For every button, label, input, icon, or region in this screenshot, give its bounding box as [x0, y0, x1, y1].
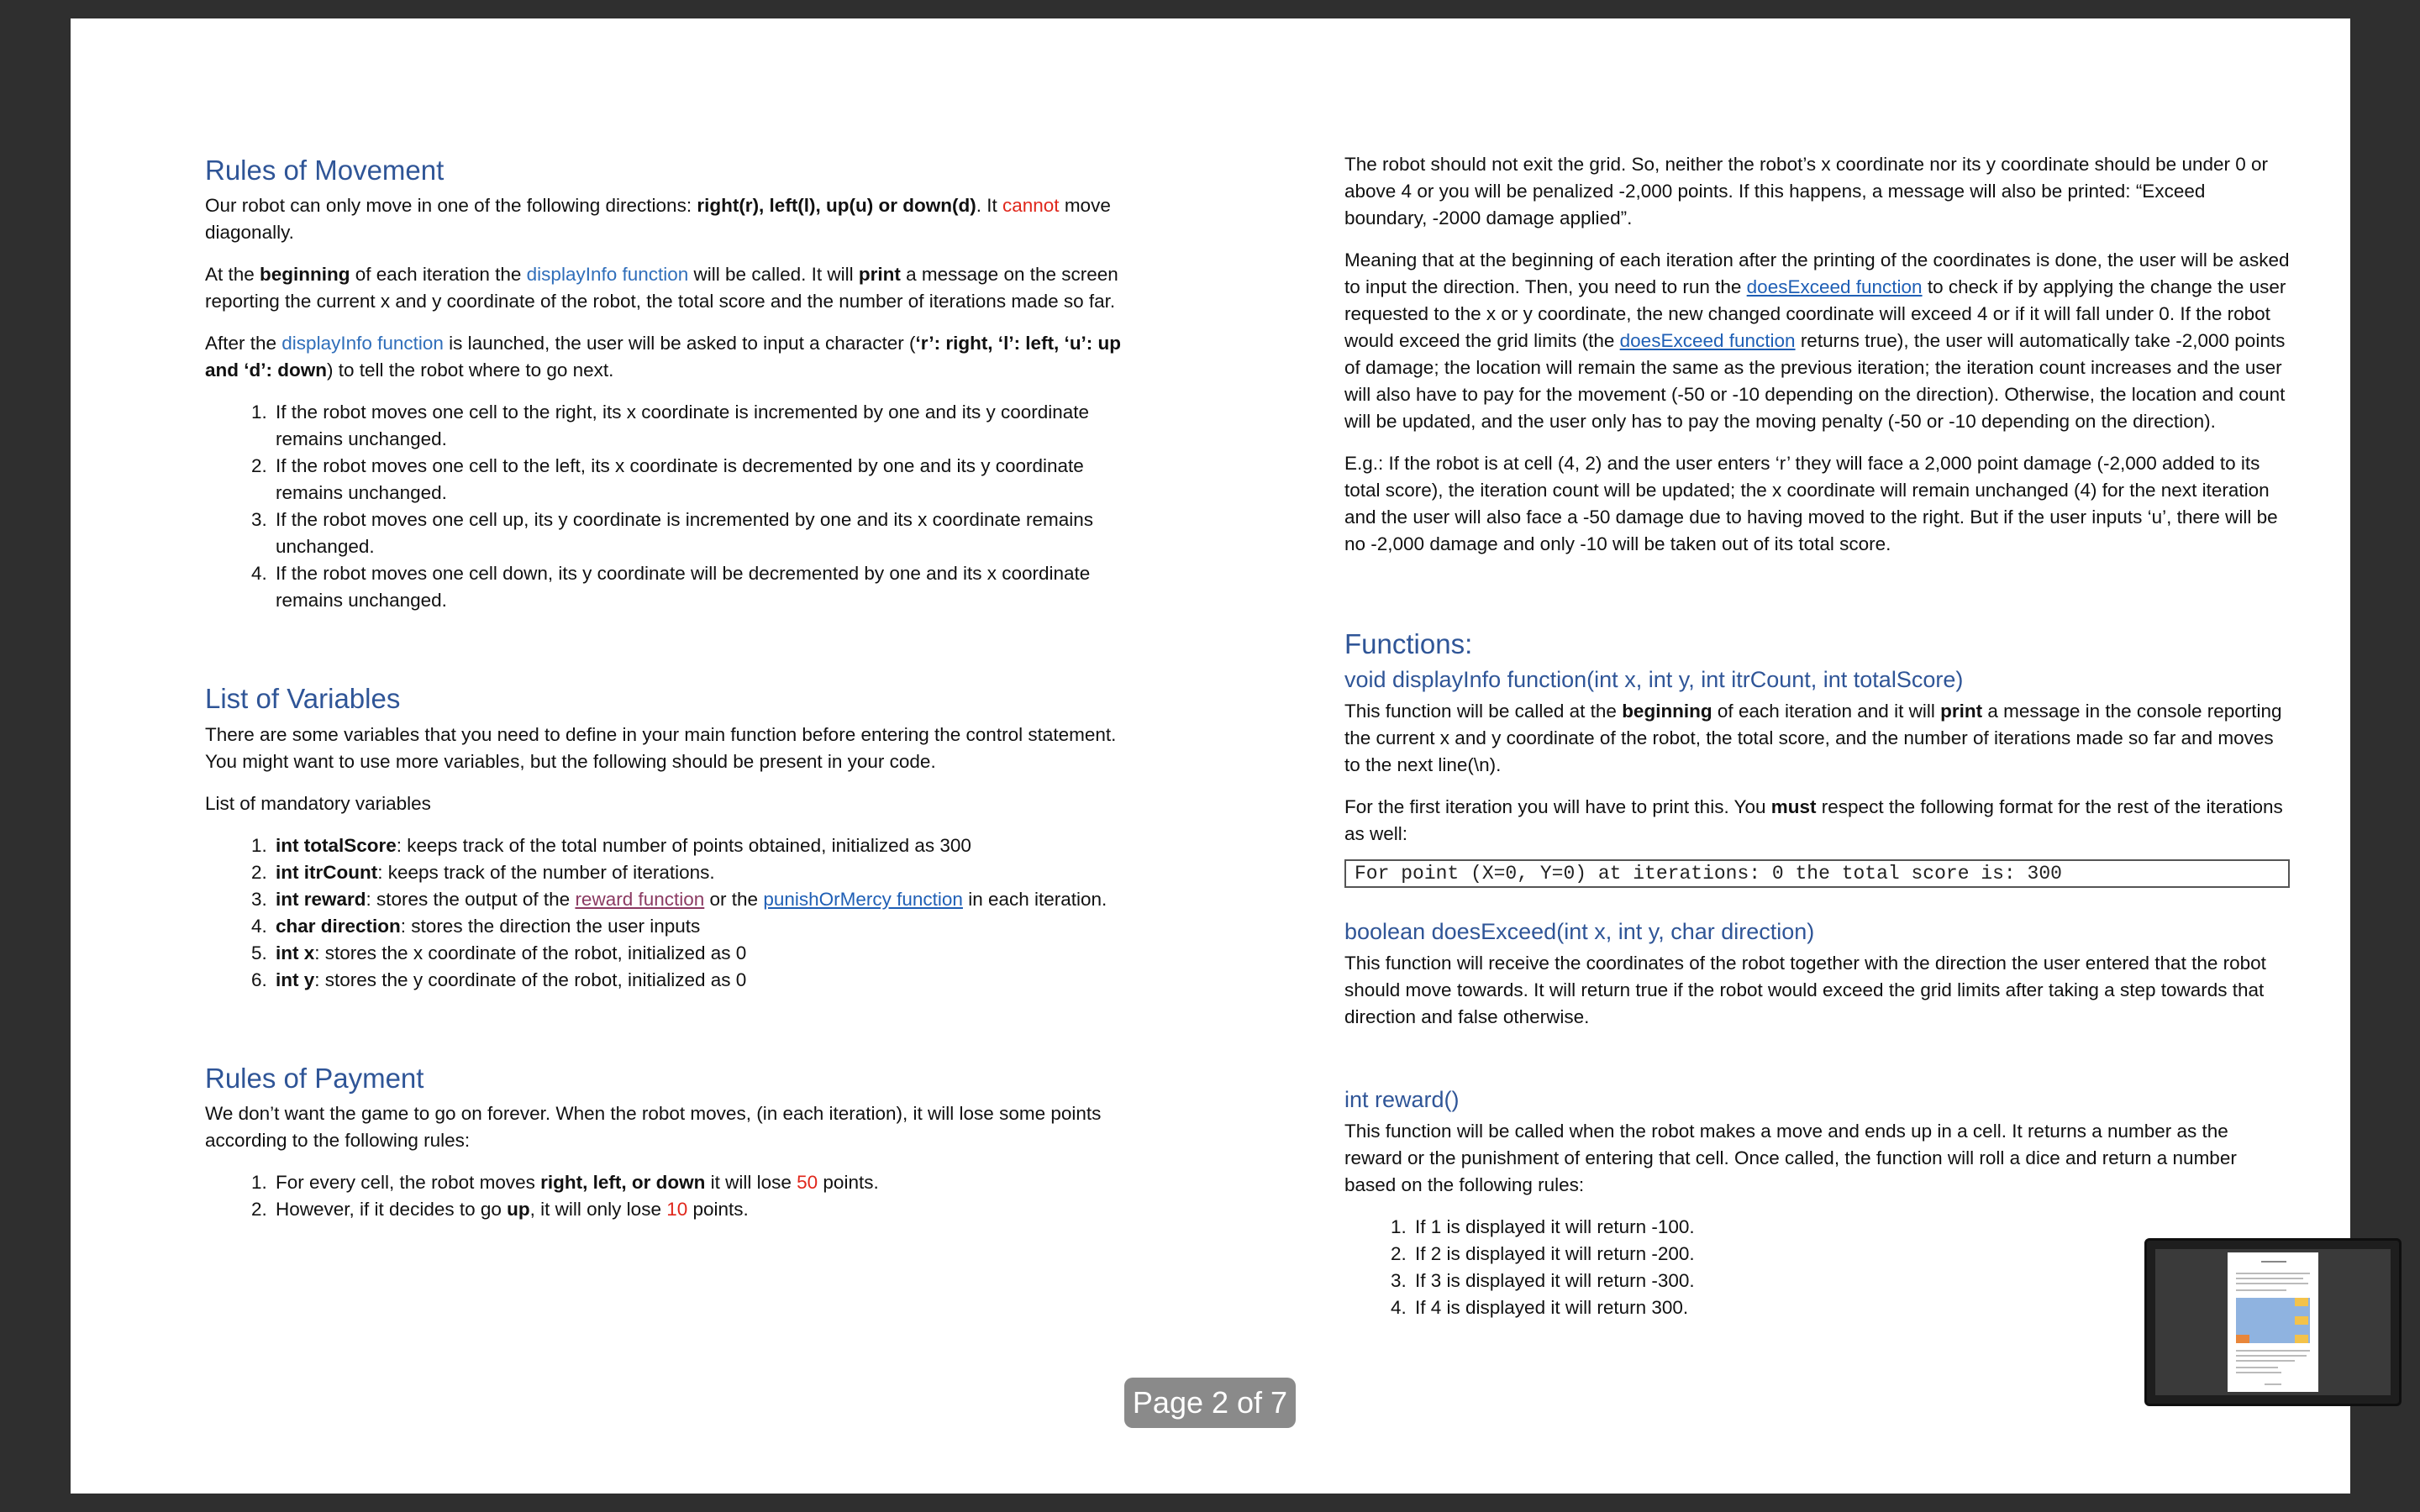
thumb-line: [2236, 1289, 2286, 1291]
text: is launched, the user will be asked to input a character (: [443, 333, 916, 354]
page-thumbnail-preview[interactable]: [2144, 1238, 2402, 1406]
list-item: 4. If the robot moves one cell down, its y coordinate will be decremented by one and its x coordinate remains unchanged.: [272, 560, 1138, 614]
var-name: char direction: [276, 915, 401, 937]
thumb-line: [2236, 1278, 2303, 1279]
code-sample: For point (X=0, Y=0) at iterations: 0 the total score is: 300: [1344, 859, 2290, 888]
list-item: 1. If 1 is displayed it will return -100.: [1412, 1214, 2290, 1241]
text: points.: [818, 1171, 879, 1193]
document-page: [71, 18, 2350, 1494]
text: will be called. It will: [688, 264, 859, 286]
text: a message on the screen reporting the current x and y coordinate of the robot, the total score and the number of iterations made so far.: [205, 264, 1118, 312]
text: or the: [704, 888, 764, 910]
var-desc: : keeps track of the number of iterations.: [377, 861, 715, 883]
variables-paragraph-2: List of mandatory variables: [205, 792, 431, 814]
list-item: [272, 1196, 1138, 1223]
var-name: int y: [276, 969, 315, 990]
right-column: [1344, 151, 2290, 1336]
text: returns true), the user will automatically take -2,000 points of damage; the location will remain the same as the previous iteration; the iteration count increases and the user will also have to pay for the movement (-50 or -10 depending on the direction). Otherwise, the location and count will be updated, and the user only has to pay the moving penalty (-50 or -10 depending on the direction).: [1344, 330, 2286, 432]
var-desc: : stores the output of the: [366, 888, 576, 910]
thumb-line: [2261, 1261, 2286, 1263]
thumb-line: [2236, 1355, 2307, 1357]
variables-list: [205, 832, 1138, 994]
payment-list: [205, 1169, 1138, 1223]
movement-paragraph-3: [205, 330, 1138, 384]
text: Meaning that at the beginning of each iteration after the printing of the coordinates is done, the user will be asked to input the direction. Then, you need to run the: [1344, 249, 2290, 297]
thumb-grid: [2236, 1298, 2310, 1343]
var-name: int reward: [276, 888, 366, 910]
text: However, if it decides to go: [276, 1198, 508, 1220]
heading-rules-of-payment: Rules of Payment: [205, 1062, 424, 1094]
var-desc: : stores the x coordinate of the robot, initialized as 0: [314, 942, 747, 963]
list-item: 2. If 2 is displayed it will return -200.: [1412, 1241, 2290, 1268]
list-item: [272, 1169, 1138, 1196]
movement-paragraph-2: [205, 261, 1138, 315]
thumb-line: [2236, 1360, 2295, 1362]
displayinfo-paragraph-1: [1344, 698, 2290, 779]
var-name: int totalScore: [276, 834, 397, 856]
text-bold: up: [507, 1198, 530, 1220]
thumb-cell: [2236, 1335, 2249, 1343]
payment-paragraph-1: We don’t want the game to go on forever. When the robot moves, (in each iteration), it will lose some points according to the following rules:: [205, 1102, 1102, 1151]
list-item: [272, 859, 1138, 886]
displayinfo-reference: displayInfo function: [526, 264, 689, 286]
thumb-line: [2236, 1273, 2310, 1274]
meaning-paragraph: [1344, 247, 2290, 435]
text-bold: print: [858, 264, 901, 286]
text: . It: [976, 195, 1002, 217]
list-item: [272, 967, 1138, 994]
text-bold: beginning: [260, 264, 350, 286]
penalty-10: 10: [666, 1198, 688, 1220]
doesexceed-paragraph: This function will receive the coordinates of the robot together with the direction the user entered that the robot should move towards. It will return true if the robot would exceed the grid limits after taking a step towards that direction and false otherwise.: [1344, 952, 2266, 1027]
text: it will lose: [705, 1171, 797, 1193]
movement-list: [205, 399, 1138, 614]
list-item: 4. If 4 is displayed it will return 300.: [1412, 1294, 2290, 1321]
text: For every cell, the robot moves: [276, 1171, 541, 1193]
reward-function-link[interactable]: reward function: [575, 888, 705, 910]
reward-paragraph: This function will be called when the robot makes a move and ends up in a cell. It returns a number as the reward or the punishment of entering that cell. Once called, the function will roll a dice and return a number based on the following rules:: [1344, 1120, 2237, 1195]
heading-reward: int reward(): [1344, 1086, 1460, 1112]
list-item: 3. If the robot moves one cell up, its y coordinate is incremented by one and its x coordinate remains unchanged.: [272, 507, 1138, 560]
cannot-red: cannot: [1002, 195, 1060, 217]
boundary-paragraph: The robot should not exit the grid. So, neither the robot’s x coordinate nor its y coordinate should be under 0 or above 4 or you will be penalized -2,000 points. If this happens, a message will also be printed: “Exceed boundary, -2000 damage applied”.: [1344, 154, 2269, 228]
var-desc: : stores the direction the user inputs: [400, 915, 701, 937]
thumb-cell: [2295, 1316, 2308, 1325]
text: At the: [205, 264, 260, 286]
text-bold: print: [1940, 701, 1983, 722]
directions-bold: right(r), left(l), up(u) or down(d): [697, 195, 976, 217]
text: This function will be called at the: [1344, 701, 1623, 722]
list-item: 3. If 3 is displayed it will return -300.: [1412, 1268, 2290, 1294]
text: After the: [205, 333, 282, 354]
thumbnail-frame: [2155, 1249, 2391, 1395]
text: to check if by applying the change the user requested to the x or y coordinate, the new changed coordinate will exceed 4 or if it will fall under 0. If the robot would exceed the grid limits (the: [1344, 276, 2286, 351]
movement-paragraph-1: [205, 192, 1138, 246]
text: a message in the console reporting the current x and y coordinate of the robot, the total score, and the number of iterations made so far and moves to the next line(\n).: [1344, 701, 2282, 775]
heading-displayinfo: void displayInfo function(int x, int y, int itrCount, int totalScore): [1344, 667, 1964, 693]
var-desc: : keeps track of the total number of points obtained, initialized as 300: [396, 834, 971, 856]
doesexceed-function-link[interactable]: doesExceed function: [1619, 330, 1796, 351]
thumb-line: [2236, 1350, 2310, 1352]
text: of each iteration and it will: [1712, 701, 1941, 722]
example-paragraph: E.g.: If the robot is at cell (4, 2) and the user enters ‘r’ they will face a 2,000 point damage (-2,000 added to its total score), the iteration count will be updated; the x coordinate will remain unchanged (4) for the next iteration and the user will also face a -50 damage due to having moved to the right. But if the user inputs ‘u’, there will be no -2,000 damage and only -10 will be taken out of its total score.: [1344, 453, 2278, 554]
text: , it will only lose: [529, 1198, 667, 1220]
text: ) to tell the robot where to go next.: [326, 360, 614, 381]
text: For the first iteration you will have to print this. You: [1344, 796, 1771, 817]
heading-list-of-variables: List of Variables: [205, 683, 401, 715]
text: respect the following format for the rest of the iterations as well:: [1344, 796, 2283, 844]
heading-functions: Functions:: [1344, 628, 1473, 659]
var-name: int itrCount: [276, 861, 378, 883]
heading-doesexceed: boolean doesExceed(int x, int y, char direction): [1344, 919, 1815, 944]
text-bold: beginning: [1622, 701, 1712, 722]
text: in each iteration.: [962, 888, 1107, 910]
text-bold: right, left, or down: [540, 1171, 706, 1193]
var-name: int x: [276, 942, 315, 963]
thumb-line: [2236, 1283, 2308, 1284]
thumb-cell: [2295, 1298, 2308, 1306]
variables-paragraph-1: There are some variables that you need to define in your main function before entering the control statement. You might want to use more variables, but the following should be present in your code.: [205, 723, 1117, 772]
text: move diagonally.: [205, 195, 1111, 244]
list-item: [272, 886, 1138, 913]
thumb-cell: [2295, 1335, 2308, 1343]
text: points.: [687, 1198, 749, 1220]
thumb-line: [2236, 1372, 2281, 1373]
page-indicator: Page 2 of 7: [1124, 1378, 1296, 1428]
thumb-line: [2236, 1367, 2278, 1368]
thumbnail-page: [2228, 1252, 2318, 1392]
displayinfo-paragraph-2: [1344, 794, 2290, 848]
text: of each iteration the: [350, 264, 527, 286]
list-item: [272, 832, 1138, 859]
displayinfo-reference: displayInfo function: [281, 333, 444, 354]
list-item: [272, 940, 1138, 967]
penalty-50: 50: [797, 1171, 818, 1193]
text-bold: must: [1770, 796, 1817, 817]
list-item: [272, 913, 1138, 940]
heading-rules-of-movement: Rules of Movement: [205, 155, 445, 186]
left-column: [205, 153, 1138, 1238]
text: Our robot can only move in one of the following directions:: [205, 195, 697, 217]
thumb-line: [2265, 1383, 2281, 1385]
direction-keys-bold: ‘r’: right, ‘l’: left, ‘u’: up and ‘d’: down: [205, 333, 1122, 381]
doesexceed-function-link[interactable]: doesExceed function: [1746, 276, 1923, 297]
list-item: 2. If the robot moves one cell to the left, its x coordinate is decremented by one and its y coordinate remains unchanged.: [272, 453, 1138, 507]
var-desc: : stores the y coordinate of the robot, initialized as 0: [314, 969, 747, 990]
punishormercy-function-link[interactable]: punishOrMercy function: [763, 888, 963, 910]
list-item: 1. If the robot moves one cell to the right, its x coordinate is incremented by one and its y coordinate remains unchanged.: [272, 399, 1138, 453]
